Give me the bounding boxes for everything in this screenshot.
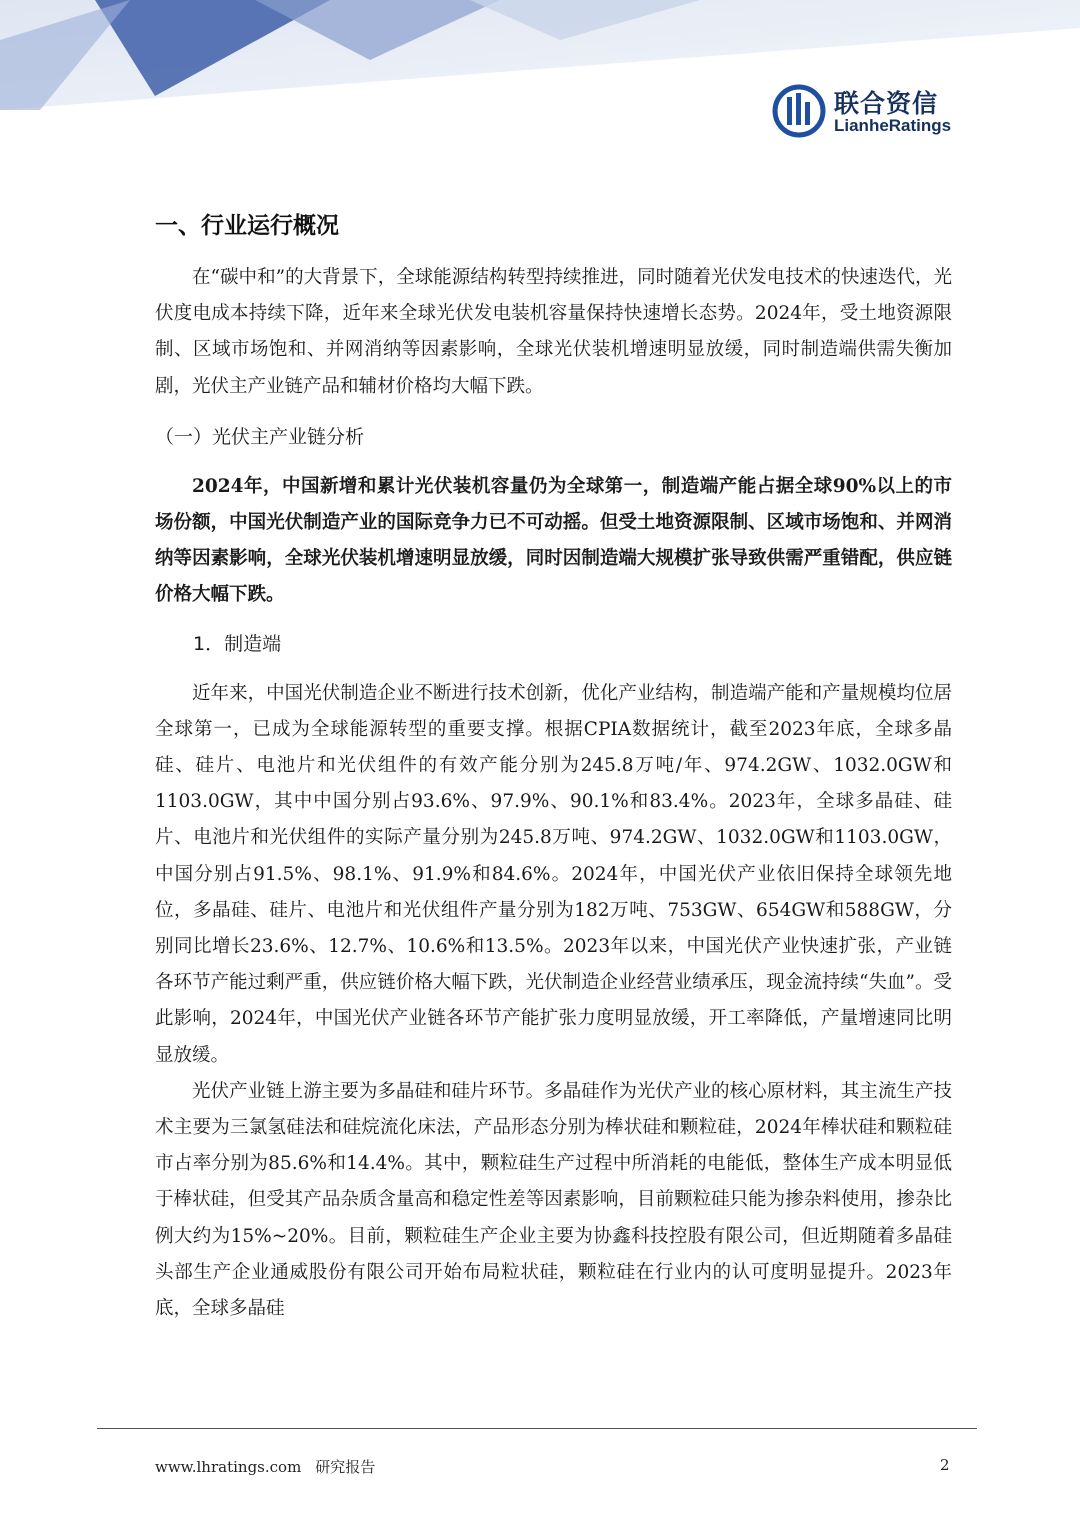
footer-report-type: 研究报告 (315, 1458, 376, 1476)
logo-chinese-name: 联合资信 (834, 89, 939, 118)
footer-website-link[interactable]: www.lhratings.com (155, 1458, 302, 1476)
body-paragraph-2: 光伏产业链上游主要为多晶硅和硅片环节。多晶硅作为光伏产业的核心原材料，其主流生产技术主要为三氯氢硅法和硅烷流化床法，产品形态分别为棒状硅和颗粒硅，2024年棒状硅和颗粒硅市占率分别为85.6%和14.4%。其中，颗粒硅生产过程中所消耗的电能低，整体生产成本明显低于棒状硅，但受其产品杂质含量高和稳定性差等因素影响，目前颗粒硅只能为掺杂料使用，掺杂比例大约为15%~20%。目前，颗粒硅生产企业主要为协鑫科技控股有限公司，但近期随着多晶硅头部生产企业通威股份有限公司开始布局粒状硅，颗粒硅在行业内的认可度明显提升。2023年底，全球多晶硅 (155, 1080, 952, 1320)
highlight-paragraph: 2024年，中国新增和累计光伏装机容量仍为全球第一，制造端产能占据全球90%以上的市场份额，中国光伏制造产业的国际竞争力已不可动摇。但受土地资源限制、区域市场饱和、并网消纳等因素影响，全球光伏装机增速明显放缓，同时因制造端大规模扩张导致供需严重错配，供应链价格大幅下跌。 (155, 475, 952, 606)
intro-paragraph: 在“碳中和”的大背景下，全球能源结构转型持续推进，同时随着光伏发电技术的快速迭代，光伏度电成本持续下降，近年来全球光伏发电装机容量保持快速增长态势。2024年，受土地资源限制、区域市场饱和、并网消纳等因素影响，全球光伏装机增速明显放缓，同时制造端供需失衡加剧，光伏主产业链产品和辅材价格均大幅下跌。 (155, 267, 952, 397)
subsection-title: （一）光伏主产业链分析 (155, 425, 365, 448)
page-number: 2 (940, 1456, 950, 1474)
lianhe-logo (772, 82, 962, 142)
section-title: 一、行业运行概况 (155, 213, 339, 239)
footer-divider (97, 1428, 977, 1429)
lianhe-logo-icon (772, 84, 826, 138)
logo-english-name: LianheRatings (834, 116, 952, 135)
body-paragraph-1: 近年来，中国光伏制造企业不断进行技术创新，优化产业结构，制造端产能和产量规模均位居全球第一，已成为全球能源转型的重要支撑。根据CPIA数据统计，截至2023年底，全球多晶硅、硅片、电池片和光伏组件的有效产能分别为245.8万吨/年、974.2GW、1032.0GW和1103.0GW，其中中国分别占93.6%、97.9%、90.1%和83.4%。2023年，全球多晶硅、硅片、电池片和光伏组件的实际产量分别为245.8万吨、974.2GW、1032.0GW和1103.0GW，中国分别占91.5%、98.1%、91.9%和84.6%。2024年，中国光伏产业依旧保持全球领先地位，多晶硅、硅片、电池片和光伏组件产量分别为182万吨、753GW、654GW和588GW，分别同比增长23.6%、12.7%、10.6%和13.5%。2023年以来，中国光伏产业快速扩张，产业链各环节产能过剩严重，供应链价格大幅下跌，光伏制造企业经营业绩承压，现金流持续“失血”。受此影响，2024年，中国光伏产业链各环节产能扩张力度明显放缓，开工率降低，产量增速同比明显放缓。 (155, 682, 952, 1066)
item-title: 1．制造端 (193, 632, 282, 655)
footer-info (155, 1456, 389, 1477)
document-body (155, 208, 952, 1327)
